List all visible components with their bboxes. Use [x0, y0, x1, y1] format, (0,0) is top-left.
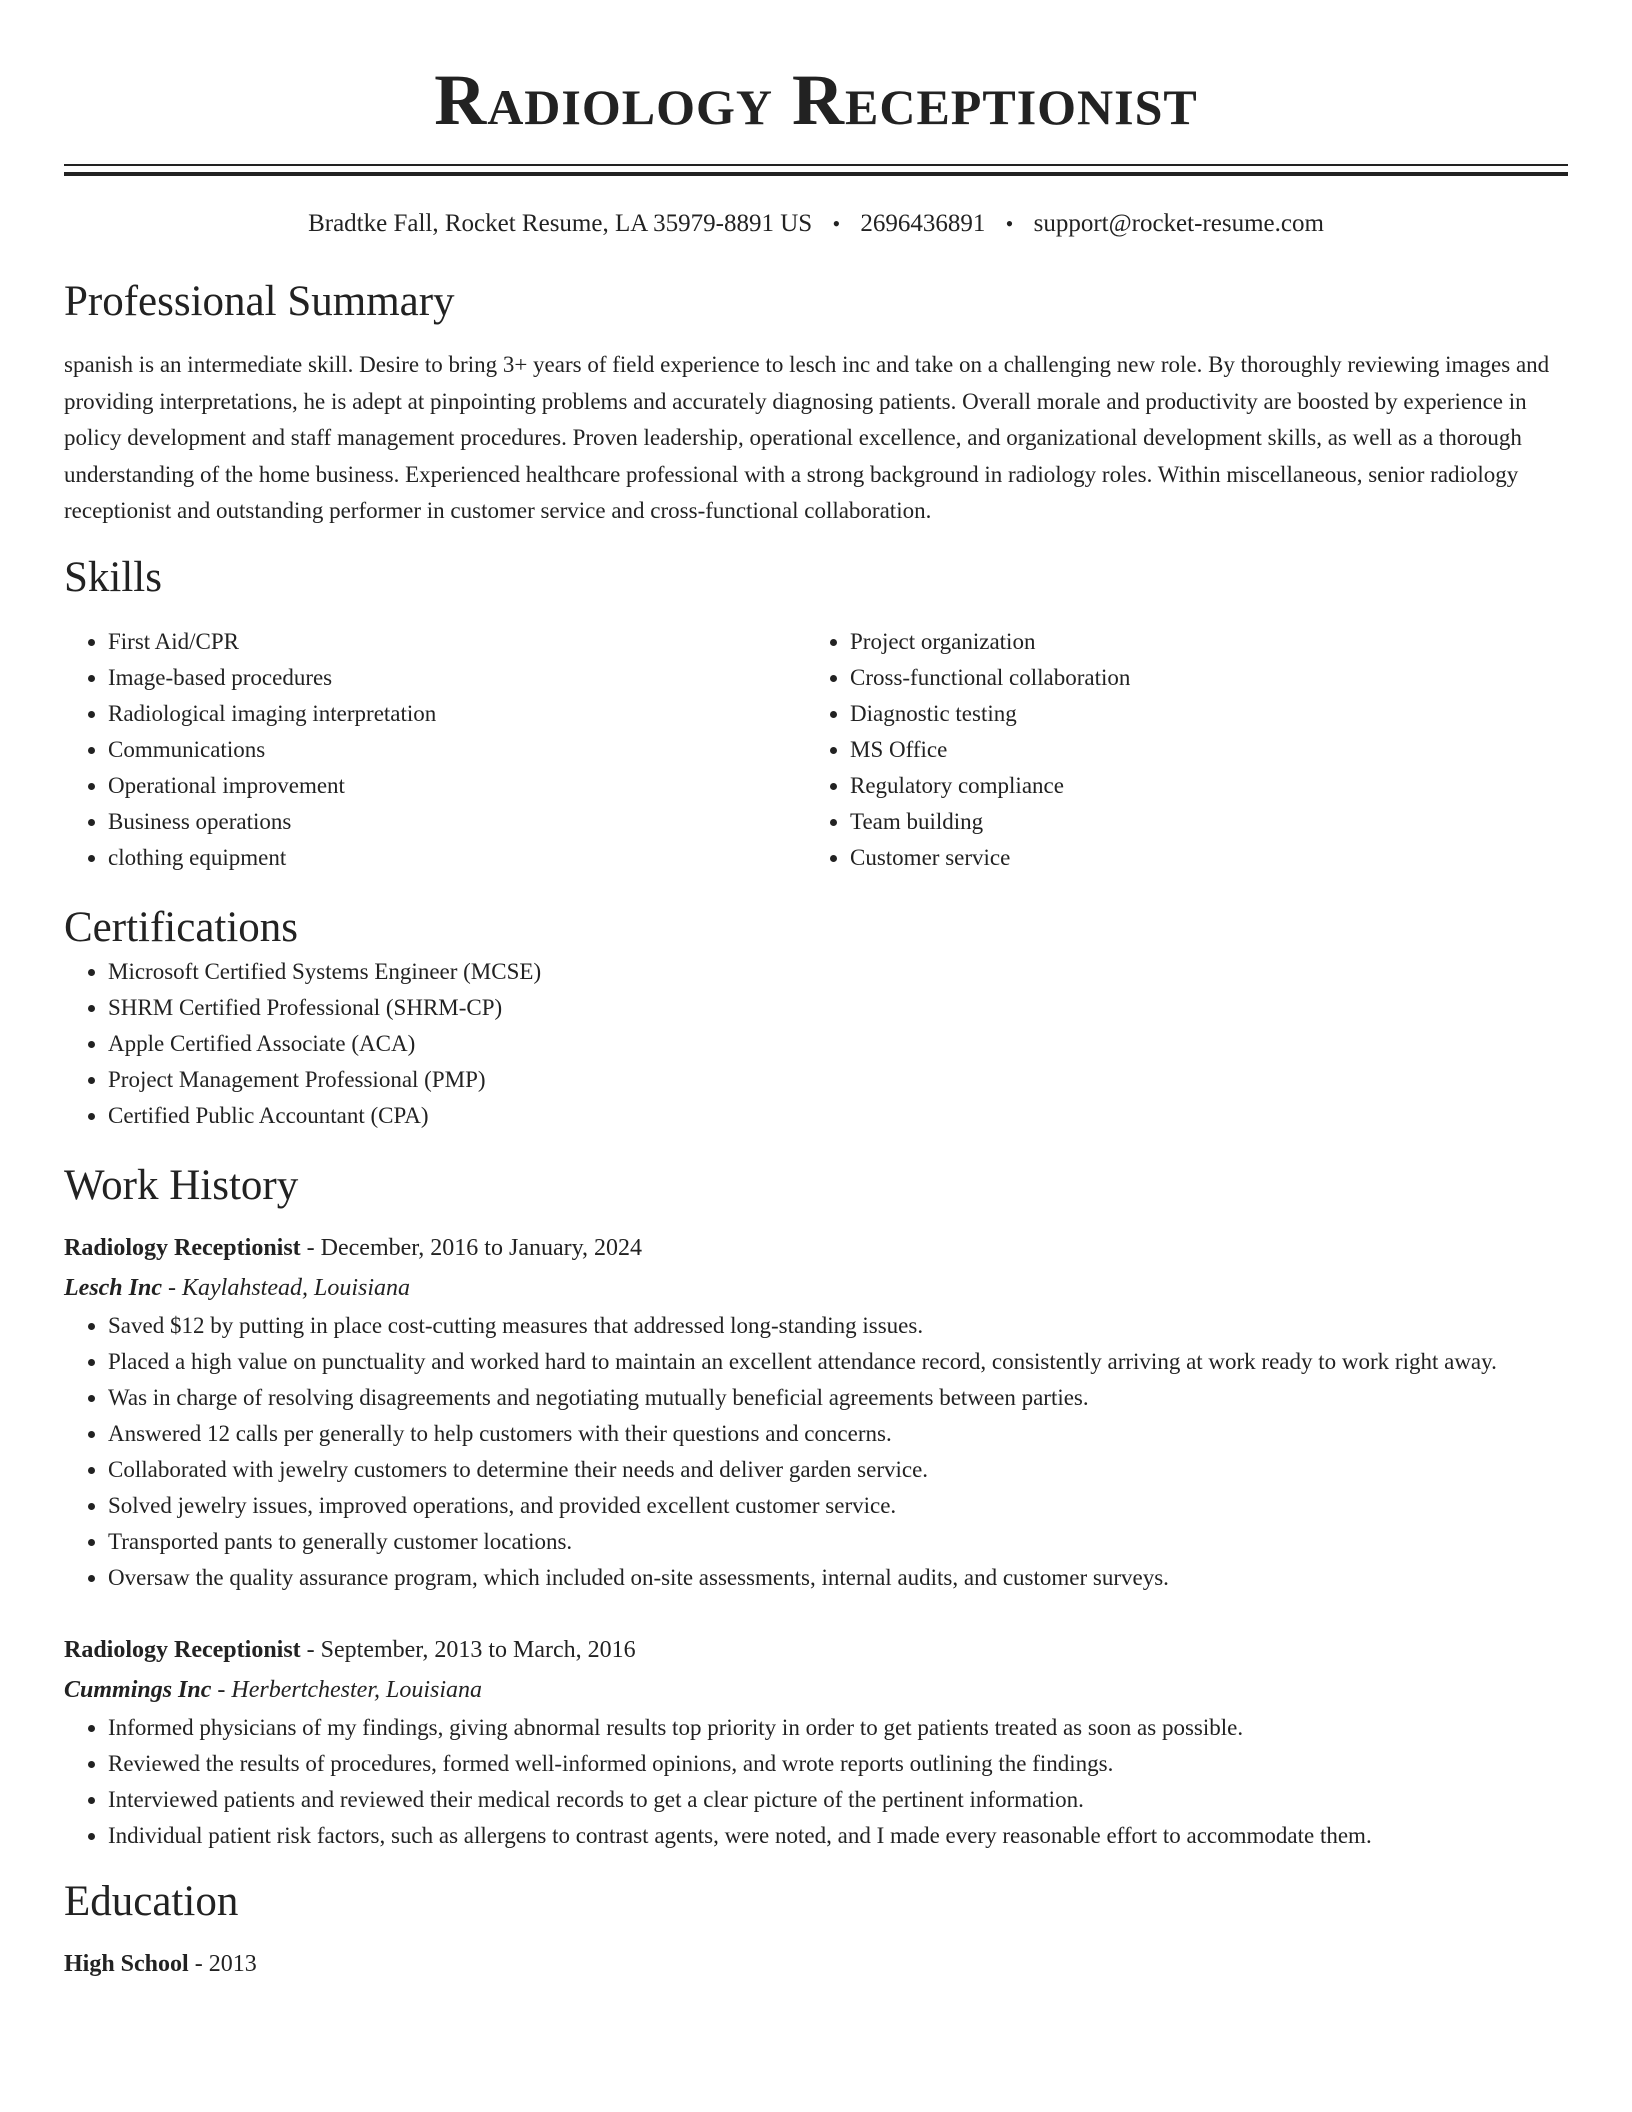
job-duty-item: • Interviewed patients and reviewed their medical records to get a clear picture of the pertinent information. — [108, 1782, 1568, 1818]
job-company: Lesch Inc — [64, 1274, 162, 1301]
job-role: Radiology Receptionist — [64, 1234, 301, 1261]
job-title-line — [64, 1630, 1568, 1670]
skill-item: • Diagnostic testing — [850, 696, 1548, 732]
skill-item: • Customer service — [850, 840, 1548, 876]
job-company: Cummings Inc — [64, 1676, 212, 1703]
skill-item: • Project organization — [850, 624, 1548, 660]
job-duty-item: • Oversaw the quality assurance program, which included on-site assessments, internal audits, and customer surveys. — [108, 1560, 1568, 1596]
job-duty-item: • Individual patient risk factors, such as allergens to contrast agents, were noted, and I made every reasonable effort to accommodate them. — [108, 1818, 1568, 1854]
certification-item: • Project Management Professional (PMP) — [108, 1062, 1568, 1098]
skill-item: • clothing equipment — [108, 840, 806, 876]
job-entry — [64, 1630, 1568, 1854]
certification-item: • Microsoft Certified Systems Engineer (MCSE) — [108, 954, 1568, 990]
resume-page — [64, 0, 1568, 1984]
header-divider-thick — [64, 172, 1568, 176]
summary-heading: Professional Summary — [64, 278, 455, 325]
contact-phone: 2696436891 — [860, 210, 986, 237]
certification-item: • Apple Certified Associate (ACA) — [108, 1026, 1568, 1062]
skill-item: • Cross-functional collaboration — [850, 660, 1548, 696]
work-history-heading: Work History — [64, 1161, 299, 1209]
skill-item: • Radiological imaging interpretation — [108, 696, 806, 732]
job-duties-list — [64, 1710, 1568, 1854]
resume-name: Radiology Receptionist — [434, 60, 1198, 140]
education-year: - 2013 — [188, 1950, 257, 1977]
job-duty-item: • Placed a high value on punctuality and worked hard to maintain an excellent attendance record, consistently arriving at work ready to work right away. — [108, 1344, 1568, 1380]
certifications-heading: Certifications — [64, 903, 299, 951]
certification-item: • SHRM Certified Professional (SHRM-CP) — [108, 990, 1568, 1026]
skill-item: • Team building — [850, 804, 1548, 840]
job-role: Radiology Receptionist — [64, 1636, 301, 1663]
job-duty-item: • Solved jewelry issues, improved operations, and provided excellent customer service. — [108, 1488, 1568, 1524]
job-location: - Herbertchester, Louisiana — [211, 1676, 483, 1703]
skill-item: • Operational improvement — [108, 768, 806, 804]
contact-separator: • — [832, 211, 841, 236]
education-entry — [64, 1944, 1568, 1984]
job-company-line — [64, 1268, 1568, 1308]
job-duties-list — [64, 1308, 1568, 1596]
job-duty-item: • Reviewed the results of procedures, formed well-informed opinions, and wrote reports outlining the findings. — [108, 1746, 1568, 1782]
job-duty-item: • Informed physicians of my findings, giving abnormal results top priority in order to get patients treated as soon as possible. — [108, 1710, 1568, 1746]
skills-column-left — [64, 624, 806, 876]
skill-item: • Communications — [108, 732, 806, 768]
contact-line — [64, 208, 1568, 240]
certifications-list — [64, 954, 1568, 1134]
job-duty-item: • Answered 12 calls per generally to help customers with their questions and concerns. — [108, 1416, 1568, 1452]
job-duty-item: • Was in charge of resolving disagreements and negotiating mutually beneficial agreements between parties. — [108, 1380, 1568, 1416]
skills-column-right — [806, 624, 1548, 876]
job-duty-item: • Collaborated with jewelry customers to determine their needs and deliver garden service. — [108, 1452, 1568, 1488]
contact-address: Bradtke Fall, Rocket Resume, LA 35979-8891 US — [308, 210, 813, 237]
skill-item: • Image-based procedures — [108, 660, 806, 696]
job-location: - Kaylahstead, Louisiana — [162, 1274, 411, 1301]
job-duty-item: • Transported pants to generally customer locations. — [108, 1524, 1568, 1560]
contact-separator: • — [1005, 211, 1014, 236]
skills-columns — [64, 624, 1568, 876]
education-degree: High School — [64, 1950, 189, 1977]
skill-item: • Business operations — [108, 804, 806, 840]
job-title-line — [64, 1228, 1568, 1268]
education-heading: Education — [64, 1877, 239, 1925]
header-divider-thin — [64, 164, 1568, 166]
job-duty-item: • Saved $12 by putting in place cost-cutting measures that addressed long-standing issues. — [108, 1308, 1568, 1344]
summary-text: spanish is an intermediate skill. Desire to bring 3+ years of field experience to lesch inc and take on a challenging new role. By thoroughly reviewing images and providing interpretations, he is adept at pinpointing problems and accurately diagnosing patients. Overall morale and productivity are boosted by experience in policy development and staff management procedures. Proven leadership, operational excellence, and organizational development skills, as well as a thorough understanding of the home business. Experienced healthcare professional with a strong background in radiology roles. Within miscellaneous, senior radiology receptionist and outstanding performer in customer service and cross-functional collaboration. — [64, 352, 1550, 523]
job-entry — [64, 1228, 1568, 1596]
skill-item: • First Aid/CPR — [108, 624, 806, 660]
skill-item: • Regulatory compliance — [850, 768, 1548, 804]
job-company-line — [64, 1670, 1568, 1710]
skills-heading: Skills — [64, 553, 162, 601]
contact-email: support@rocket-resume.com — [1033, 210, 1324, 237]
certification-item: • Certified Public Accountant (CPA) — [108, 1098, 1568, 1134]
job-dates: - September, 2013 to March, 2016 — [300, 1636, 636, 1663]
job-dates: - December, 2016 to January, 2024 — [300, 1234, 643, 1261]
skill-item: • MS Office — [850, 732, 1548, 768]
